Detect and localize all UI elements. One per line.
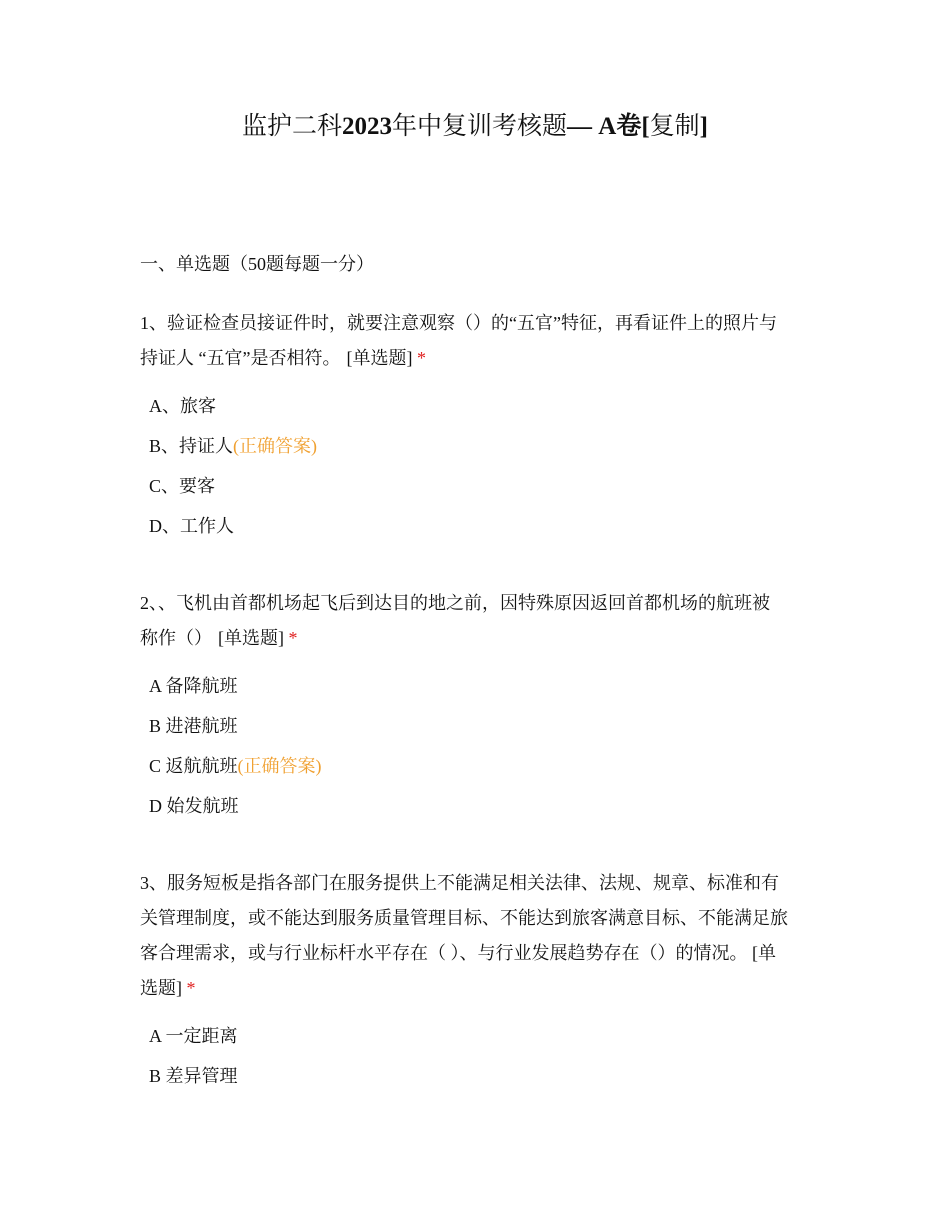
document-title <box>0 110 950 144</box>
question-text: 3、服务短板是指各部门在服务提供上不能满足相关法律、法规、规章、标准和有 <box>140 873 779 893</box>
title-part: — A <box>567 113 617 140</box>
option-label: B、持证人 <box>149 436 234 456</box>
correct-answer-label: (正确答案) <box>233 436 318 456</box>
title-part: 卷[ <box>616 113 650 140</box>
question-text-line <box>140 621 820 656</box>
question-text-line <box>140 341 820 376</box>
question-text: 持证人 “五官”是否相符。 <box>140 348 341 368</box>
question-text-line <box>140 971 820 1006</box>
option-label: C 返航航班 <box>149 756 238 776</box>
question-2 <box>140 586 820 826</box>
question-text: 客合理需求，或与行业标杆水平存在（ ）、与行业发展趋势存在（）的情况。 [单 <box>140 943 776 963</box>
option[interactable]: D、工作人 <box>149 516 234 536</box>
title-part: 复制 <box>649 113 700 140</box>
question-text: 关管理制度，或不能达到服务质量管理目标、不能达到旅客满意目标、不能满足旅 <box>140 908 788 928</box>
question-type-tag: [单选题] <box>346 348 413 368</box>
title-year: 2023 <box>342 113 392 140</box>
title-part: 年中复训考核题 <box>392 113 568 140</box>
option[interactable] <box>149 426 820 466</box>
section-heading: 一、单选题（50题每题一分） <box>140 254 374 274</box>
option[interactable]: A 备降航班 <box>149 676 238 696</box>
question-text: 称作（） <box>140 628 212 648</box>
option[interactable]: D 始发航班 <box>149 796 239 816</box>
correct-answer-label: (正确答案) <box>237 756 322 776</box>
question-3 <box>140 866 820 1096</box>
title-part: ] <box>699 113 708 140</box>
required-mark: * <box>416 348 426 368</box>
question-text: 选题] <box>140 978 182 998</box>
option[interactable] <box>149 746 820 786</box>
required-mark: * <box>186 978 196 998</box>
option[interactable]: A 一定距离 <box>149 1026 238 1046</box>
question-text: 2、、飞机由首都机场起飞后到达目的地之前，因特殊原因返回首都机场的航班被 <box>140 593 770 613</box>
question-type-tag: [单选题] <box>218 628 284 648</box>
option[interactable]: A、旅客 <box>149 396 216 416</box>
option[interactable]: B 差异管理 <box>149 1066 238 1086</box>
question-1 <box>140 306 820 546</box>
option[interactable]: C、要客 <box>149 476 216 496</box>
required-mark: * <box>288 628 298 648</box>
question-text: 1、验证检查员接证件时，就要注意观察（）的“五官”特征，再看证件上的照片与 <box>140 313 777 333</box>
option[interactable]: B 进港航班 <box>149 716 238 736</box>
title-part: 监护二科 <box>241 113 342 140</box>
